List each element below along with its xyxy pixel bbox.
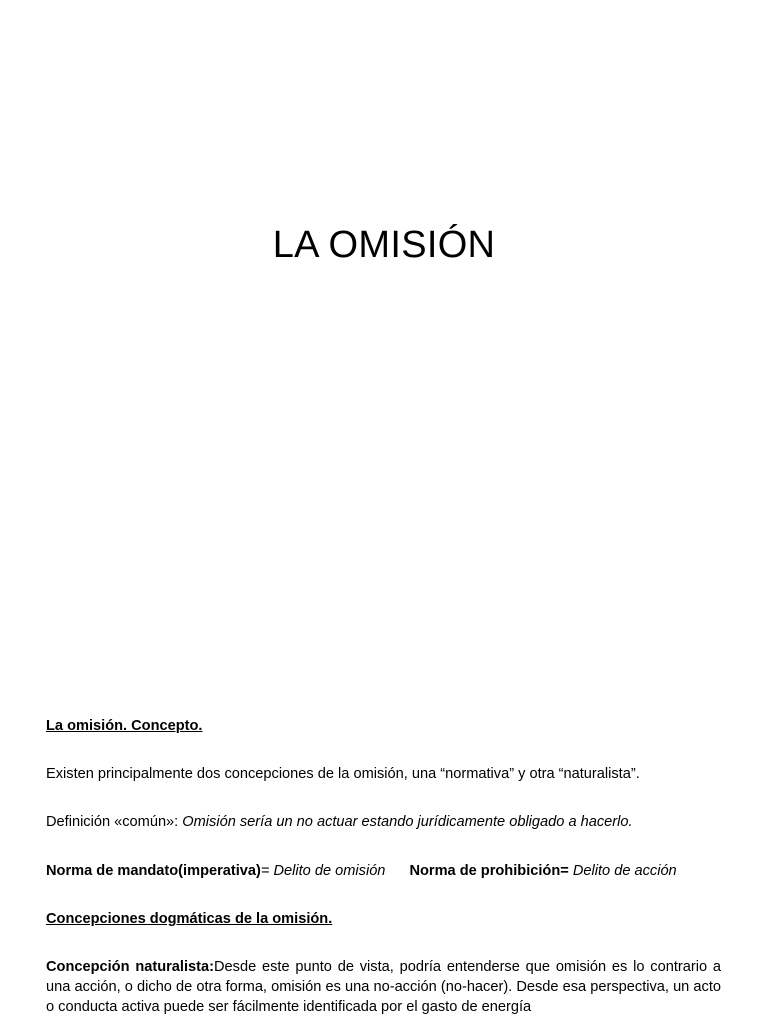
naturalist-text: Desde este punto de vista, podría entenderse que omisión es lo contrario a una acción, o dicho de otra forma, omisión es una no-acción (no-hacer). Desde esa perspectiva, un acto o conducta activa puede ser fácilmente identificada por el gasto de energía <box>46 959 722 1015</box>
mandate-value: Delito de omisión <box>273 863 386 879</box>
definition-label: Definición «común»: <box>46 814 183 830</box>
prohibition-label: Norma de prohibición= <box>409 863 569 879</box>
definition-text: Omisión sería un no actuar estando jurídicamente obligado a hacerlo. <box>182 814 633 830</box>
mandate-label: Norma de mandato(imperativa) <box>46 863 261 879</box>
prohibition-value: Delito de acción <box>568 863 677 879</box>
document-title: LA OMISIÓN <box>272 224 496 266</box>
mandate-eq: = <box>260 863 274 879</box>
norms-line <box>46 861 721 881</box>
paragraph-concepciones: Existen principalmente dos concepciones de la omisión, una “normativa” y otra “naturalista”. <box>46 766 640 782</box>
naturalist-label: Concepción naturalista: <box>46 959 214 975</box>
section-heading-concepto: La omisión. Concepto. <box>46 718 203 734</box>
section-heading-concepciones: Concepciones dogmáticas de la omisión. <box>46 911 333 927</box>
definition-paragraph <box>46 812 721 832</box>
naturalist-paragraph <box>46 957 721 1017</box>
